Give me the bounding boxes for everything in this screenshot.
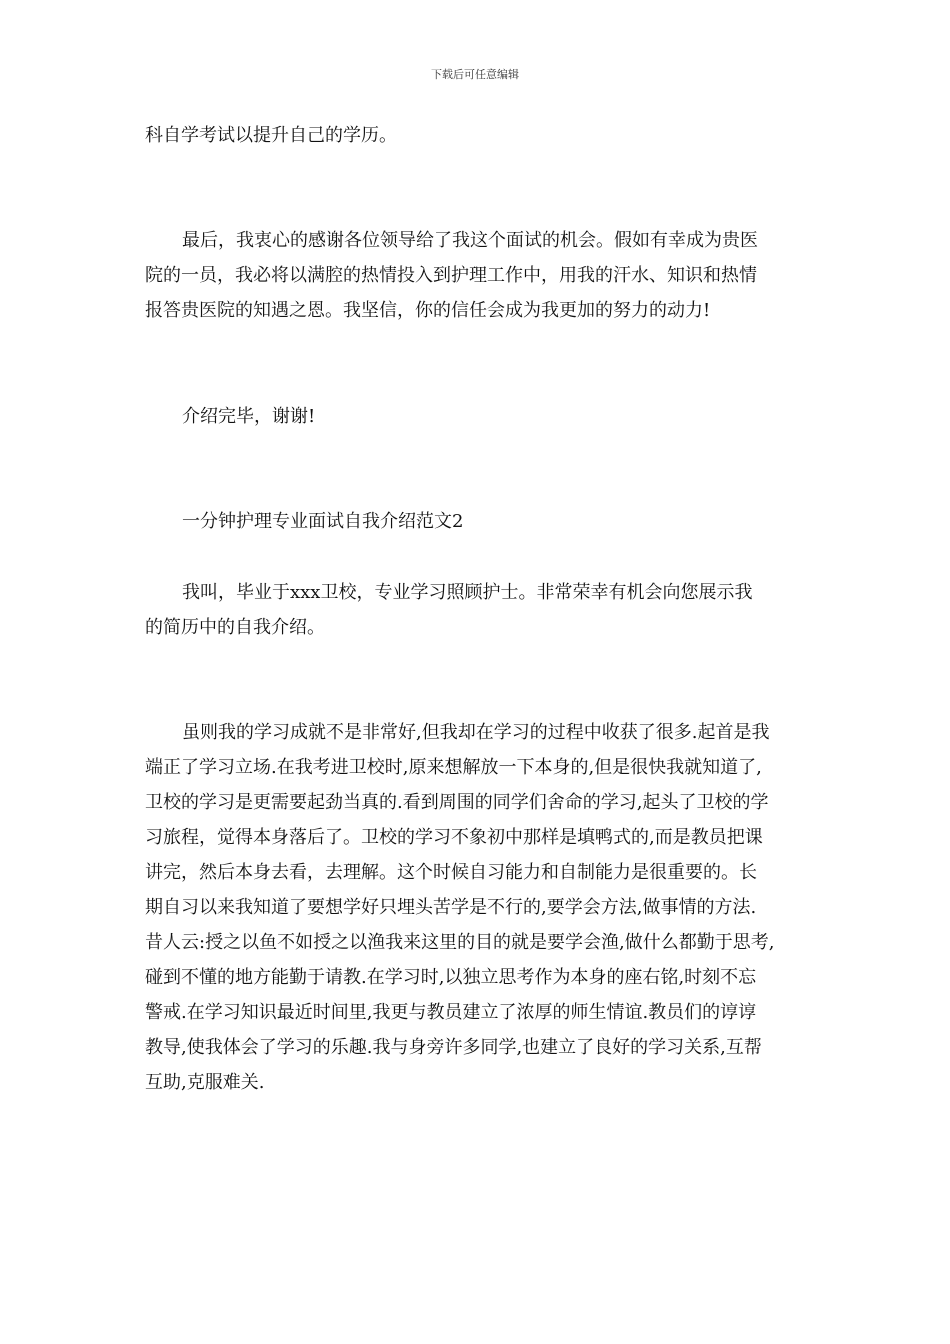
text-line: 互助,克服难关. bbox=[145, 1072, 265, 1093]
text-line: 期自习以来我知道了要想学好只埋头苦学是不行的,要学会方法,做事情的方法. bbox=[145, 897, 757, 918]
text-line: 碰到不懂的地方能勤于请教.在学习时,以独立思考作为本身的座右铭,时刻不忘 bbox=[145, 967, 757, 988]
text-line: 警戒.在学习知识最近时间里,我更与教员建立了浓厚的师生情谊.教员们的谆谆 bbox=[145, 1002, 757, 1023]
text-line: 院的一员，我必将以满腔的热情投入到护理工作中，用我的汗水、知识和热情 bbox=[145, 265, 757, 286]
text-line: 昔人云:授之以鱼不如授之以渔我来这里的目的就是要学会渔,做什么都勤于思考, bbox=[145, 932, 775, 953]
text-line: 报答贵医院的知遇之恩。我坚信，你的信任会成为我更加的努力的动力! bbox=[145, 300, 711, 321]
text-line: 端正了学习立场.在我考进卫校时,原来想解放一下本身的,但是很快我就知道了, bbox=[145, 757, 762, 778]
text-line: 讲完，然后本身去看，去理解。这个时候自习能力和自制能力是很重要的。长 bbox=[145, 862, 757, 883]
text-line: 教导,使我体会了学习的乐趣.我与身旁许多同学,也建立了良好的学习关系,互帮 bbox=[145, 1037, 762, 1058]
text-line: 科自学考试以提升自己的学历。 bbox=[145, 125, 397, 146]
text-line: 我叫，毕业于xxx卫校，专业学习照顾护士。非常荣幸有机会向您展示我 bbox=[182, 582, 753, 603]
section-heading: 一分钟护理专业面试自我介绍范文2 bbox=[182, 511, 464, 532]
text-line: 的简历中的自我介绍。 bbox=[145, 617, 325, 638]
text-line: 介绍完毕，谢谢! bbox=[182, 406, 316, 427]
text-line: 虽则我的学习成就不是非常好,但我却在学习的过程中收获了很多.起首是我 bbox=[182, 722, 770, 743]
text-line: 习旅程，觉得本身落后了。卫校的学习不象初中那样是填鸭式的,而是教员把课 bbox=[145, 827, 763, 848]
text-line: 最后，我衷心的感谢各位领导给了我这个面试的机会。假如有幸成为贵医 bbox=[182, 230, 758, 251]
page-header: 下载后可任意编辑 bbox=[431, 68, 519, 81]
text-line: 卫校的学习是更需要起劲当真的.看到周围的同学们舍命的学习,起头了卫校的学 bbox=[145, 792, 769, 813]
